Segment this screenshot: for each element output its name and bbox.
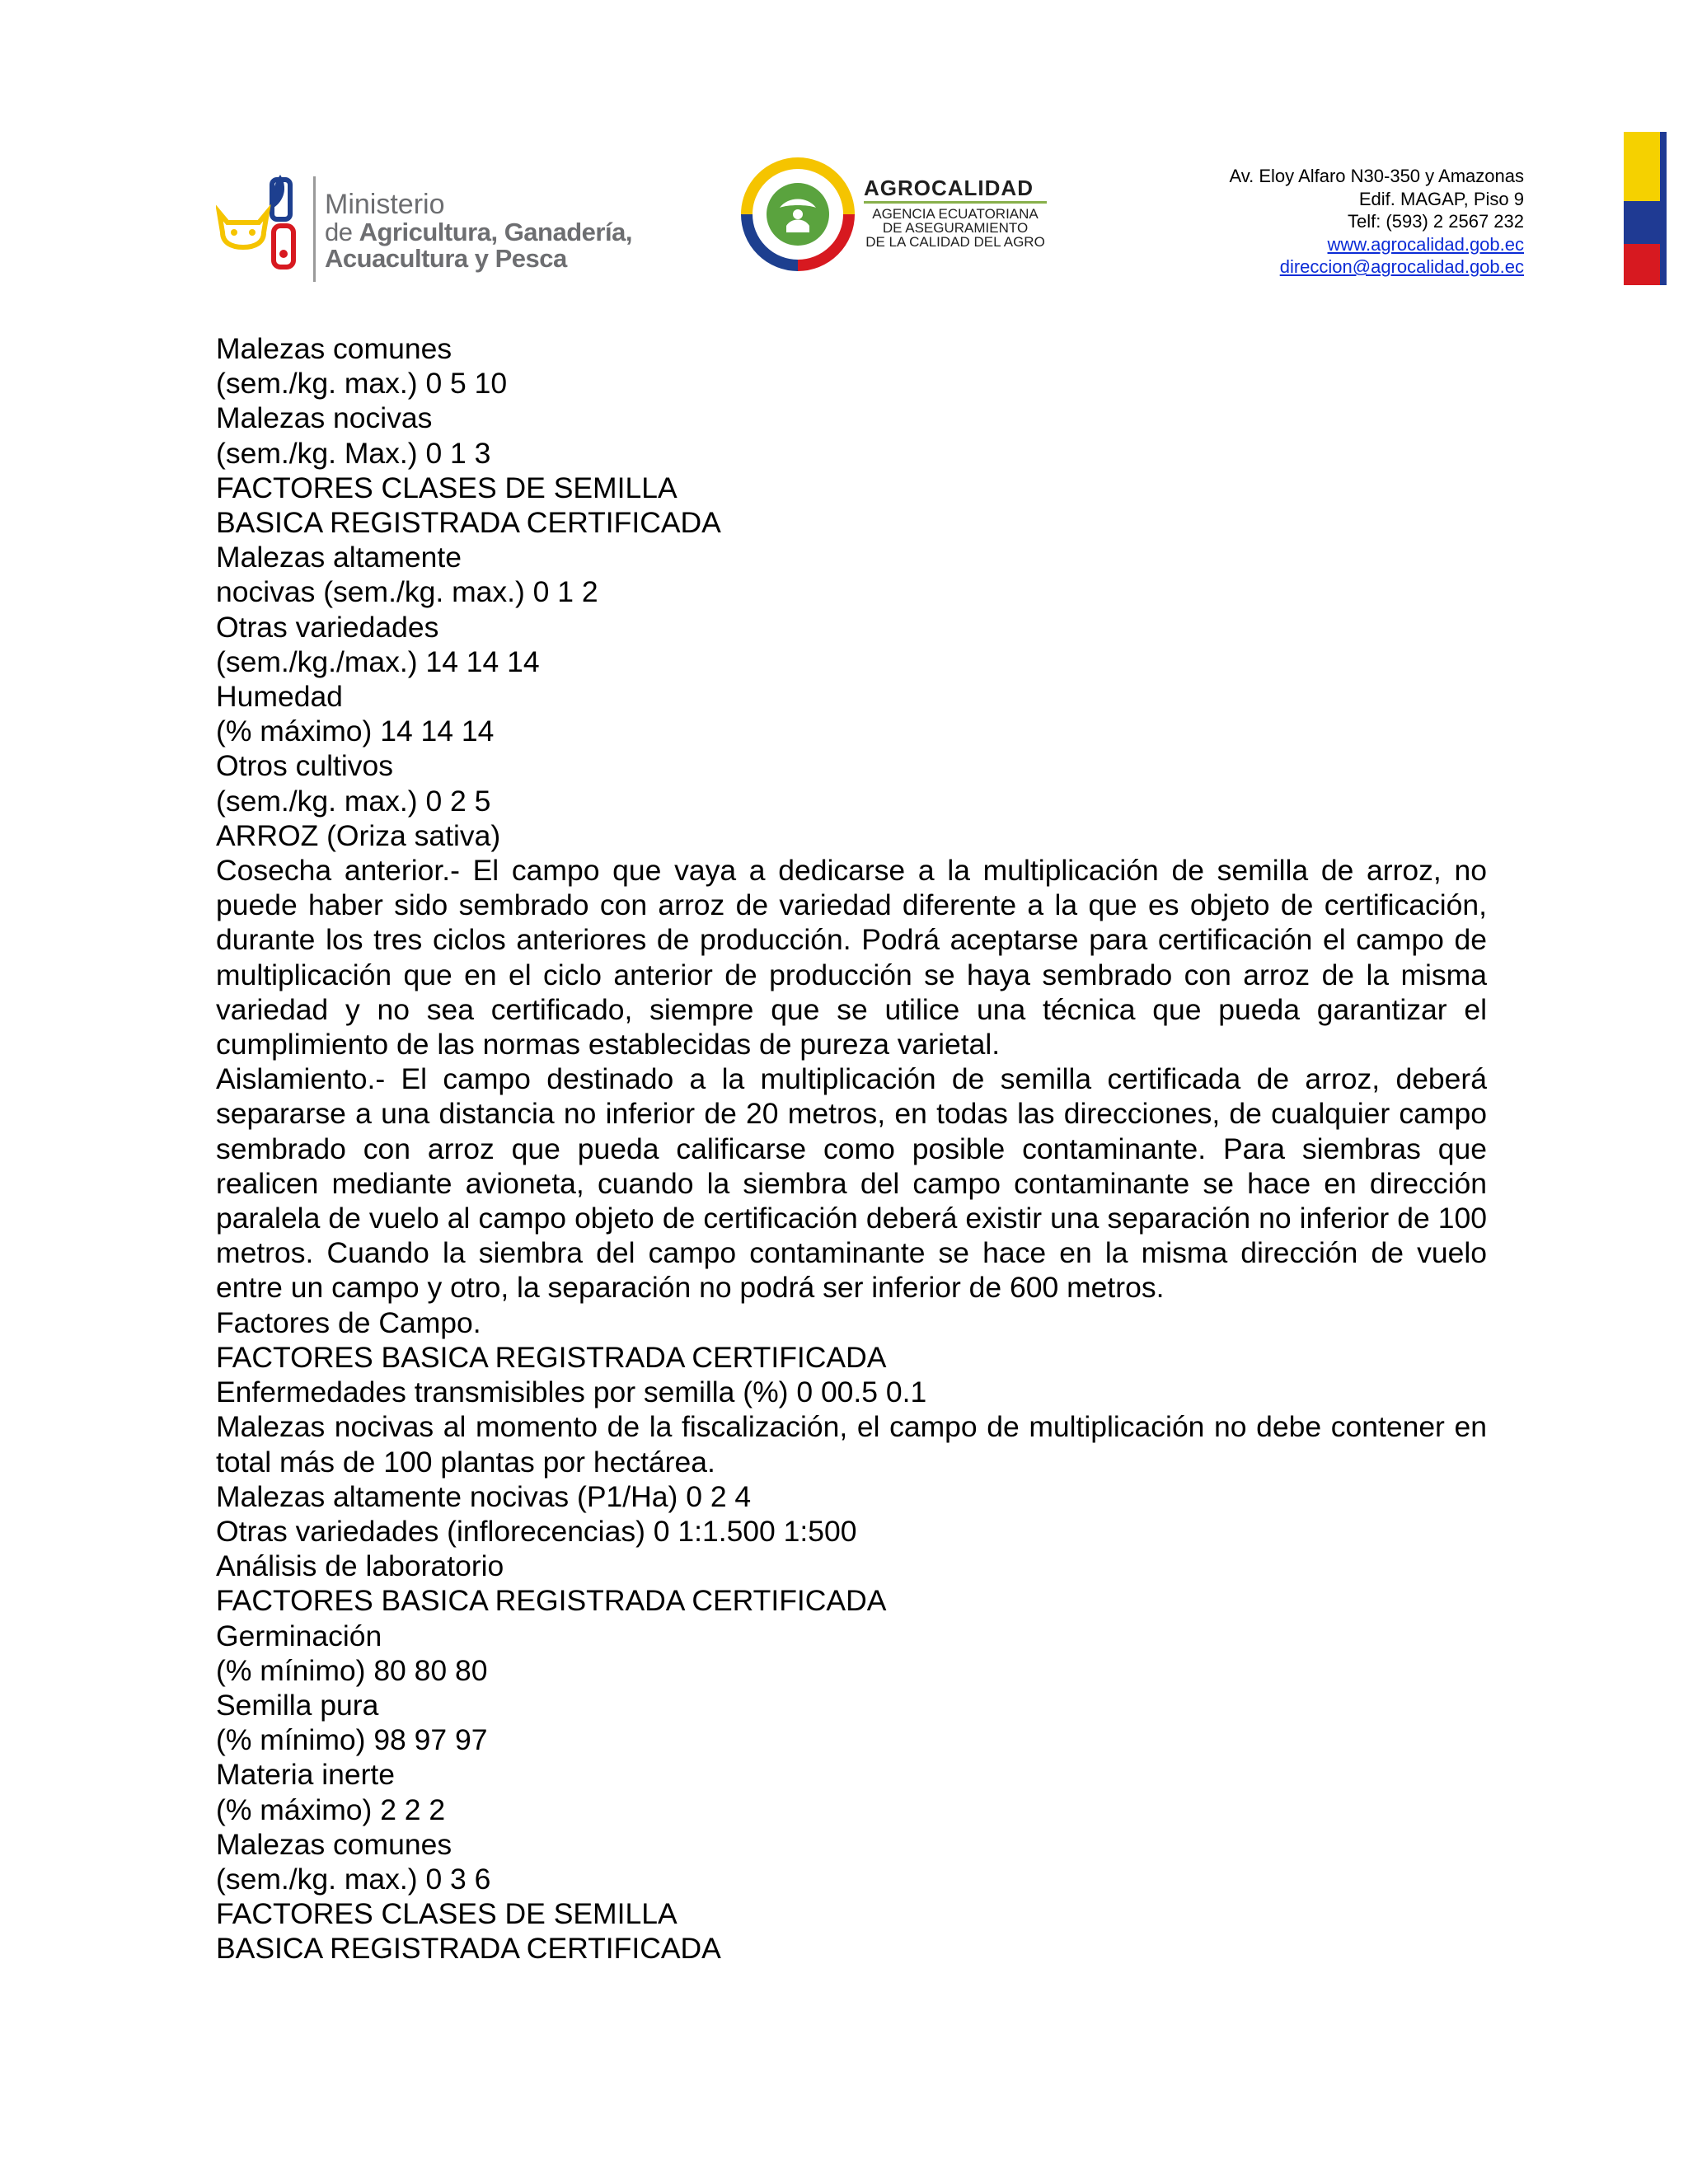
- text-line: Otros cultivos: [216, 749, 394, 783]
- text-line: (sem./kg. max.) 0 2 5: [216, 784, 491, 818]
- text-line: (sem./kg. max.) 0 5 10: [216, 367, 508, 401]
- contact-block: [1230, 165, 1525, 279]
- text-line: FACTORES CLASES DE SEMILLA: [216, 471, 678, 504]
- agrocalidad-emblem-icon: [740, 157, 856, 272]
- text-line: Enfermedades transmisibles por semilla (%) 0 00.5 0.1: [216, 1376, 927, 1409]
- ecuador-flag-stripe: [1624, 132, 1667, 285]
- flag-yellow-band: [1624, 132, 1660, 201]
- text-line: (% mínimo) 80 80 80: [216, 1653, 488, 1687]
- agrocalidad-rule: [864, 201, 1047, 204]
- text-line: Análisis de laboratorio: [216, 1549, 504, 1583]
- text-line: FACTORES CLASES DE SEMILLA: [216, 1897, 678, 1931]
- paragraph-aislamiento: Aislamiento.- El campo destinado a la multiplicación de semilla certificada de arroz, deberá separarse a una distancia no inferior de 20 metros, en todas las direcciones, de cualquier campo sembrado con arroz que pueda calificarse como posible contaminante. Para siembras que realicen mediante avioneta, cuando la siembra del campo contaminante se hace en dirección paralela de vuelo al campo objeto de certificación deberá existir una separación no inferior de 100 metros. Cuando la siembra del campo contaminante se hace en la misma dirección de vuelo entre un campo y otro, la separación no podrá ser inferior de 600 metros.: [216, 1062, 1487, 1305]
- text-line: nocivas (sem./kg. max.) 0 1 2: [216, 575, 598, 609]
- flag-edge: [1660, 132, 1667, 285]
- text-line: Malezas comunes: [216, 332, 452, 365]
- text-line: (% máximo) 14 14 14: [216, 715, 495, 748]
- agrocalidad-subtitle-1: AGENCIA ECUATORIANA: [872, 206, 1039, 222]
- logo-divider: [313, 176, 316, 282]
- ministry-line-3: [325, 246, 654, 272]
- text-line: (sem./kg./max.) 14 14 14: [216, 644, 540, 678]
- text-line: (sem./kg. Max.) 0 1 3: [216, 436, 491, 470]
- agrocalidad-subtitle-3: DE LA CALIDAD DEL AGRO: [865, 234, 1045, 250]
- ministry-name: [325, 190, 654, 272]
- text-line: FACTORES BASICA REGISTRADA CERTIFICADA: [216, 1584, 887, 1618]
- text-line: Semilla pura: [216, 1688, 379, 1722]
- ministry-line-1: Ministerio: [325, 189, 445, 220]
- section-heading-arroz: ARROZ (Oriza sativa): [216, 818, 501, 852]
- text-line: Malezas nocivas: [216, 401, 433, 435]
- ministry-line-2: [325, 219, 654, 246]
- text-line: (% mínimo) 98 97 97: [216, 1723, 488, 1757]
- flag-red-band: [1624, 244, 1660, 285]
- ministry-emblem-icon: [216, 171, 323, 279]
- text-line: FACTORES BASICA REGISTRADA CERTIFICADA: [216, 1340, 887, 1374]
- ministry-logo: [216, 171, 645, 287]
- text-line: Malezas altamente: [216, 541, 462, 574]
- text-line: Germinación: [216, 1619, 382, 1652]
- text-line: Otras variedades (inflorecencias) 0 1:1.500 1:500: [216, 1514, 857, 1548]
- text-line: Factores de Campo.: [216, 1305, 481, 1339]
- text-line: Malezas altamente nocivas (P1/Ha) 0 2 4: [216, 1479, 752, 1513]
- agrocalidad-name: AGROCALIDAD: [864, 176, 1034, 200]
- text-line: (sem./kg. max.) 0 3 6: [216, 1862, 491, 1896]
- document-body: [216, 331, 1487, 1966]
- paragraph-cosecha-anterior: Cosecha anterior.- El campo que vaya a dedicarse a la multiplicación de semilla de arroz, no puede haber sido sembrado con arroz de variedad diferente a la que es objeto de certificación, durante los tres ciclos anteriores de producción. Podrá aceptarse para certificación el campo de multiplicación que en el ciclo anterior de producción se haya sembrado con arroz de la misma variedad y no sea certificado, siempre que se utilice una técnica que pueda garantizar el cumplimiento de las normas establecidas de pureza varietal.: [216, 854, 1487, 1062]
- ministry-line-3-bold: Acuacultura y Pesca: [325, 244, 567, 273]
- flag-blue-band: [1624, 201, 1660, 244]
- agrocalidad-subtitle-2: DE ASEGURAMIENTO: [882, 220, 1029, 236]
- email-link[interactable]: direccion@agrocalidad.gob.ec: [1279, 256, 1524, 277]
- text-line: BASICA REGISTRADA CERTIFICADA: [216, 506, 721, 540]
- text-line: Materia inerte: [216, 1758, 396, 1792]
- text-line: BASICA REGISTRADA CERTIFICADA: [216, 1932, 721, 1966]
- text-line: (% máximo) 2 2 2: [216, 1793, 446, 1826]
- letterhead: [0, 0, 1688, 313]
- text-line: Otras variedades: [216, 610, 439, 644]
- agrocalidad-logo: [740, 157, 1053, 275]
- contact-phone: Telf: (593) 2 2567 232: [1347, 211, 1524, 232]
- ministry-line-2-prefix: de: [325, 218, 359, 246]
- text-line: Humedad: [216, 680, 343, 714]
- ministry-line-2-bold: Agricultura, Ganadería,: [359, 218, 632, 246]
- contact-address: Av. Eloy Alfaro N30-350 y Amazonas: [1229, 166, 1524, 186]
- website-link[interactable]: www.agrocalidad.gob.ec: [1327, 233, 1524, 255]
- paragraph-malezas-nocivas: Malezas nocivas al momento de la fiscalización, el campo de multiplicación no debe contener en total más de 100 plantas por hectárea.: [216, 1410, 1487, 1479]
- text-line: Malezas comunes: [216, 1827, 452, 1861]
- contact-building: Edif. MAGAP, Piso 9: [1358, 188, 1524, 209]
